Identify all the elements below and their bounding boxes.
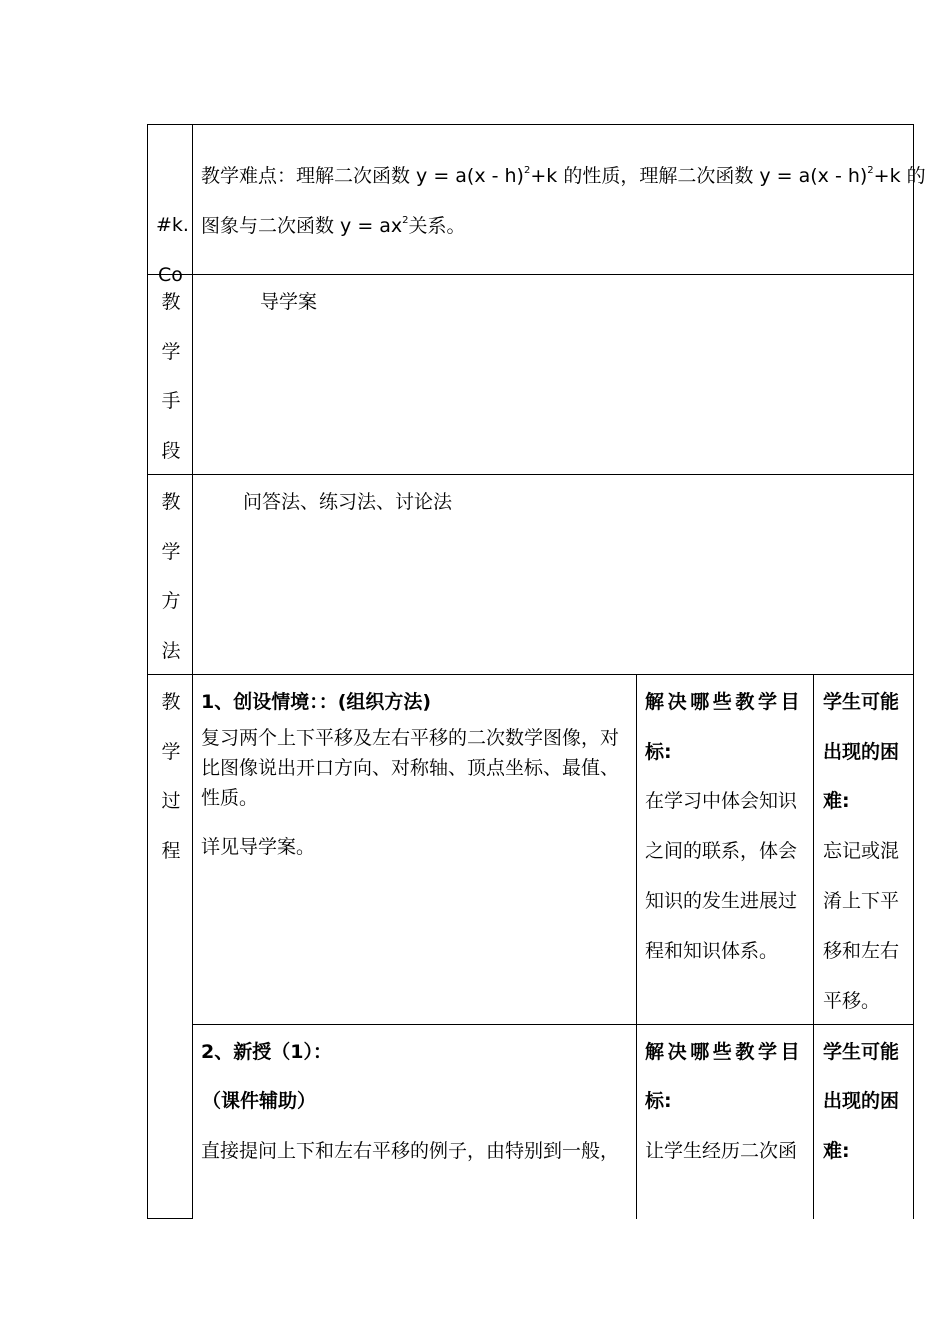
row-label-char: 学 [161,541,181,563]
section2-heading: 2、新授（1）： [201,1041,332,1063]
section2-subheading: （课件辅助） [202,1090,317,1112]
section2-body: 直接提问上下和左右平移的例子，由特别到一般， [201,1140,620,1162]
superscript: 2 [523,165,531,176]
goal-heading: 标: [645,741,672,763]
goal-line: 知识的发生进展过 [645,890,798,912]
row-label-fragment: Co [158,264,183,286]
difficulty-heading: 出现的困 [823,741,900,763]
section1-note: 详见导学案。 [201,836,316,858]
row-label-char: 学 [161,341,181,363]
text-segment: 教学难点：理解二次函数 y = a(x - h) [201,165,524,187]
goal-heading: 解决哪些教学目 [645,1041,804,1063]
difficulty-heading: 难: [823,1140,850,1162]
goal-line: 让学生经历二次函 [645,1140,798,1162]
difficulty-heading: 难: [823,790,850,812]
goal-line: 程和知识体系。 [645,940,779,962]
table-right-border [913,124,914,1219]
row-label-char: 手 [161,390,181,412]
row-label-char: 方 [161,590,181,612]
goal-heading: 解决哪些教学目 [645,691,804,713]
goal-line: 在学习中体会知识 [645,790,798,812]
row-label-char: 段 [161,440,181,462]
difficulty-column-divider [813,674,814,1219]
row-label-char: 过 [161,790,181,812]
means-content: 导学案 [260,291,318,313]
superscript: 2 [402,215,409,226]
difficulty-heading: 出现的困 [823,1090,900,1112]
difficulty-line-1 [201,164,926,188]
row-label-char: 学 [161,741,181,763]
text-segment: +k 的 [873,165,926,187]
difficulty-line-2 [201,214,466,238]
row-label-char: 教 [161,491,181,513]
goal-heading: 标: [645,1090,672,1112]
label-column-bottom [147,1218,193,1219]
difficulty-line: 淆上下平 [823,890,900,912]
difficulty-line: 忘记或混 [823,840,900,862]
goal-column-divider [636,674,637,1219]
row-divider-3 [147,674,914,675]
row-divider-1 [147,274,914,275]
table-left-border [147,124,148,1219]
section-divider [193,1024,914,1025]
row-label-fragment: #k. [156,214,189,236]
difficulty-line: 移和左右 [823,940,900,962]
row-label-char: 教 [161,691,181,713]
text-segment: 关系。 [408,215,466,237]
section1-heading: 1、创设情境：：(组织方法) [201,691,432,713]
text-segment: 图象与二次函数 y = ax [201,215,403,237]
section1-body: 复习两个上下平移及左右平移的二次数学图像，对比图像说出开口方向、对称轴、顶点坐标、最值、性质。 [201,727,620,809]
table-top-border [147,124,914,125]
label-column-divider [192,124,193,1219]
difficulty-line: 平移。 [823,990,881,1012]
difficulty-heading: 学生可能 [823,691,900,713]
row-label-char: 教 [161,291,181,313]
difficulty-heading: 学生可能 [823,1041,900,1063]
row-divider-2 [147,474,914,475]
row-label-char: 法 [161,640,181,662]
text-segment: +k 的性质，理解二次函数 y = a(x - h) [530,165,868,187]
row-label-char: 程 [161,840,181,862]
methods-content: 问答法、练习法、讨论法 [243,491,453,513]
goal-line: 之间的联系，体会 [645,840,798,862]
superscript: 2 [867,165,874,176]
